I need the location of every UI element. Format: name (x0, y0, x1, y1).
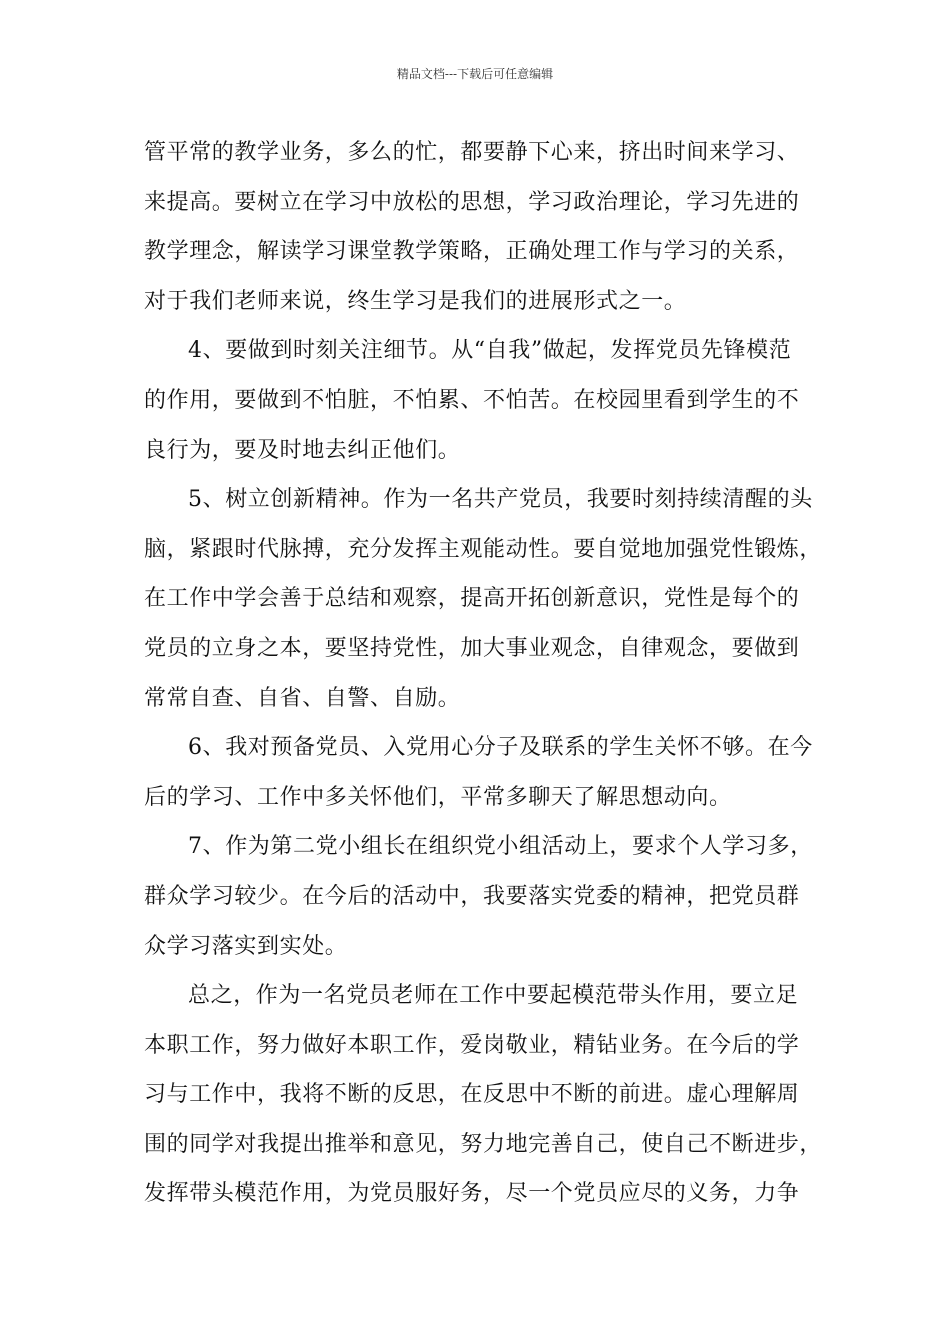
paragraph-start-line: 7、作为第二党小组长在组织党小组活动上，要求个人学习多， (188, 834, 813, 860)
text-line: 教学理念，解读学习课堂教学策略，正确处理工作与学习的关系， (144, 239, 800, 265)
text-line: 发挥带头模范作用，为党员服好务，尽一个党员应尽的义务，力争 (144, 1181, 800, 1207)
text-line: 围的同学对我提出推举和意见，努力地完善自己，使自己不断进步， (144, 1131, 823, 1157)
paragraph-start-line: 5、树立创新精神。作为一名共产党员，我要时刻持续清醒的头 (188, 487, 813, 513)
text-line: 在工作中学会善于总结和观察，提高开拓创新意识，党性是每个的 (144, 586, 800, 612)
paragraph-start-line: 6、我对预备党员、入党用心分子及联系的学生关怀不够。在今 (188, 735, 813, 761)
text-line: 来提高。要树立在学习中放松的思想，学习政治理论，学习先进的 (144, 189, 800, 215)
paragraph-start-line: 总之，作为一名党员老师在工作中要起模范带头作用，要立足 (188, 983, 799, 1009)
text-line: 常常自查、自省、自警、自励。 (144, 685, 461, 711)
text-line: 习与工作中，我将不断的反思，在反思中不断的前进。虚心理解周 (144, 1082, 800, 1108)
text-line: 本职工作，努力做好本职工作，爱岗敬业，精钻业务。在今后的学 (144, 1032, 800, 1058)
text-line: 管平常的教学业务，多么的忙，都要静下心来，挤出时间来学习、 (144, 140, 800, 165)
text-line: 脑，紧跟时代脉搏，充分发挥主观能动性。要自觉地加强党性锻炼， (144, 536, 823, 562)
text-line: 良行为，要及时地去纠正他们。 (144, 437, 461, 463)
text-line: 后的学习、工作中多关怀他们，平常多聊天了解思想动向。 (144, 784, 732, 810)
paragraph-start-line: 4、要做到时刻关注细节。从“自我”做起，发挥党员先锋模范 (188, 338, 792, 364)
text-line: 众学习落实到实处。 (144, 933, 348, 959)
page-header: 精品文档---下载后可任意编辑 (396, 67, 554, 81)
text-line: 党员的立身之本，要坚持党性，加大事业观念，自律观念，要做到 (144, 635, 800, 661)
text-line: 的作用，要做到不怕脏，不怕累、不怕苦。在校园里看到学生的不 (144, 387, 800, 413)
document-body (144, 128, 824, 1219)
text-line: 对于我们老师来说，终生学习是我们的进展形式之一。 (144, 288, 687, 314)
text-line: 群众学习较少。在今后的活动中，我要落实党委的精神，把党员群 (144, 883, 800, 909)
